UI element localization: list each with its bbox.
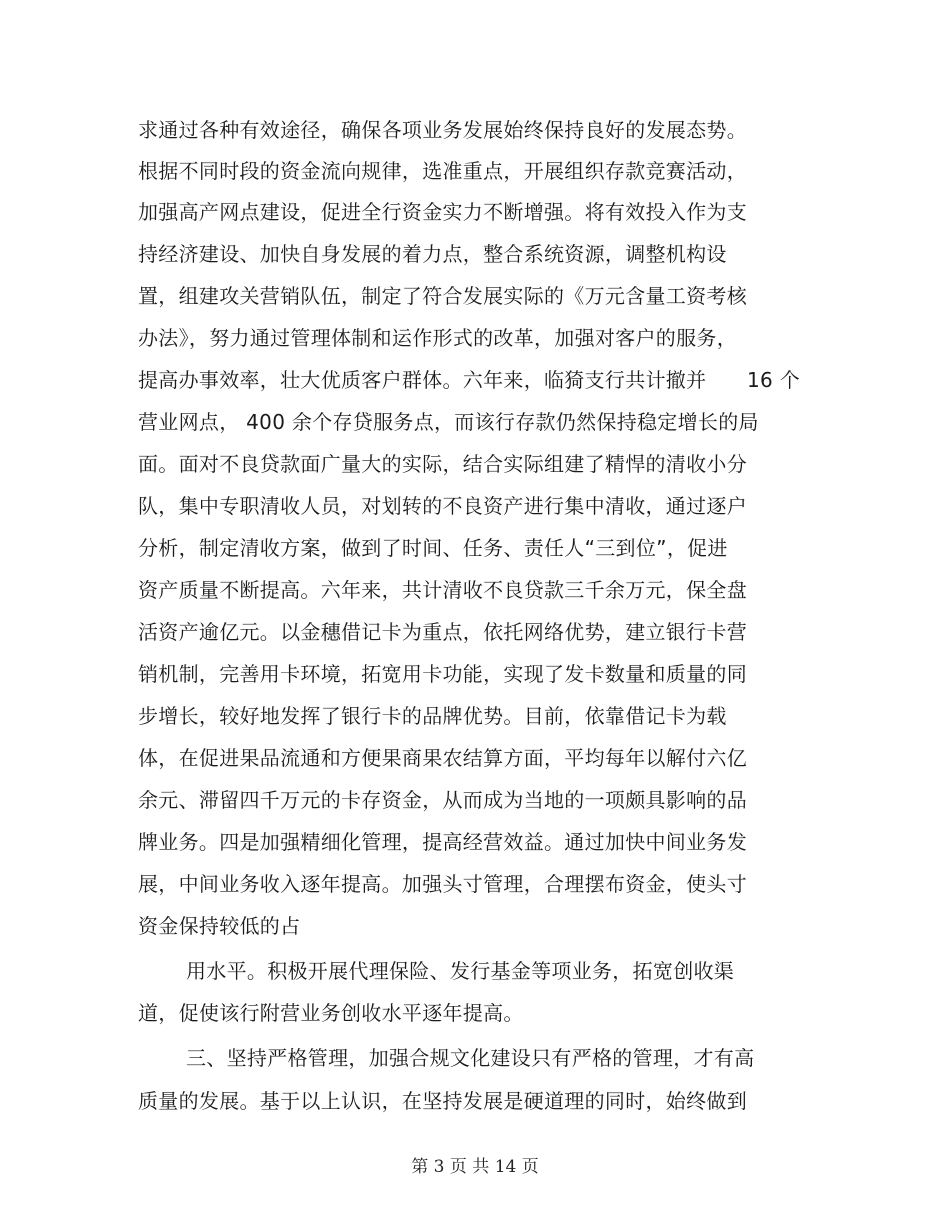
- text-line: 提高办事效率，壮大优质客户群体。六年来，临猗支行共计撤并 16 个: [138, 368, 801, 392]
- page-number-footer: 第 3 页 共 14 页: [411, 1157, 539, 1177]
- text-line: 资金保持较低的占: [138, 914, 301, 938]
- text-line: 加强高产网点建设，促进全行资金实力不断增强。将有效投入作为支: [138, 200, 747, 224]
- text-line: 活资产逾亿元。以金穗借记卡为重点，依托网络优势，建立银行卡营: [138, 620, 747, 644]
- text-line: 展，中间业务收入逐年提高。加强头寸管理，合理摆布资金，使头寸: [138, 872, 747, 896]
- text-line: 销机制，完善用卡环境，拓宽用卡功能，实现了发卡数量和质量的同: [138, 662, 747, 686]
- text-line: 牌业务。四是加强精细化管理，提高经营效益。通过加快中间业务发: [138, 830, 747, 854]
- text-line: 分析，制定清收方案，做到了时间、任务、责任人“三到位”，促进: [138, 536, 728, 560]
- text-line: 持经济建设、加快自身发展的着力点，整合系统资源，调整机构设: [138, 242, 727, 266]
- text-line: 办法》，努力通过管理体制和运作形式的改革，加强对客户的服务，: [138, 326, 737, 350]
- text-line: 用水平。积极开展代理保险、发行基金等项业务，拓宽创收渠: [186, 959, 735, 983]
- text-line: 根据不同时段的资金流向规律，选准重点，开展组织存款竞赛活动，: [138, 159, 747, 183]
- text-line: 步增长，较好地发挥了银行卡的品牌优势。目前，依靠借记卡为载: [138, 704, 727, 728]
- text-line: 资产质量不断提高。六年来，共计清收不良贷款三千余万元，保全盘: [138, 578, 747, 602]
- text-line: 质量的发展。基于以上认识，在坚持发展是硬道理的同时，始终做到: [138, 1089, 747, 1113]
- text-line: 求通过各种有效途径，确保各项业务发展始终保持良好的发展态势。: [138, 118, 747, 142]
- text-line: 置，组建攻关营销队伍，制定了符合发展实际的《万元含量工资考核: [138, 284, 747, 308]
- text-line: 余元、滞留四千万元的卡存资金，从而成为当地的一项颇具影响的品: [138, 788, 747, 812]
- text-line: 三、坚持严格管理，加强合规文化建设只有严格的管理，才有高: [186, 1046, 755, 1070]
- text-line: 体，在促进果品流通和方便果商果农结算方面，平均每年以解付六亿: [138, 746, 747, 770]
- text-line: 队，集中专职清收人员，对划转的不良资产进行集中清收，通过逐户: [138, 494, 747, 518]
- text-line: 道，促使该行附营业务创收水平逐年提高。: [138, 1001, 524, 1025]
- text-line: 面。面对不良贷款面广量大的实际，结合实际组建了精悍的清收小分: [138, 452, 747, 476]
- text-line: 营业网点， 400 余个存贷服务点，而该行存款仍然保持稳定增长的局: [138, 410, 759, 434]
